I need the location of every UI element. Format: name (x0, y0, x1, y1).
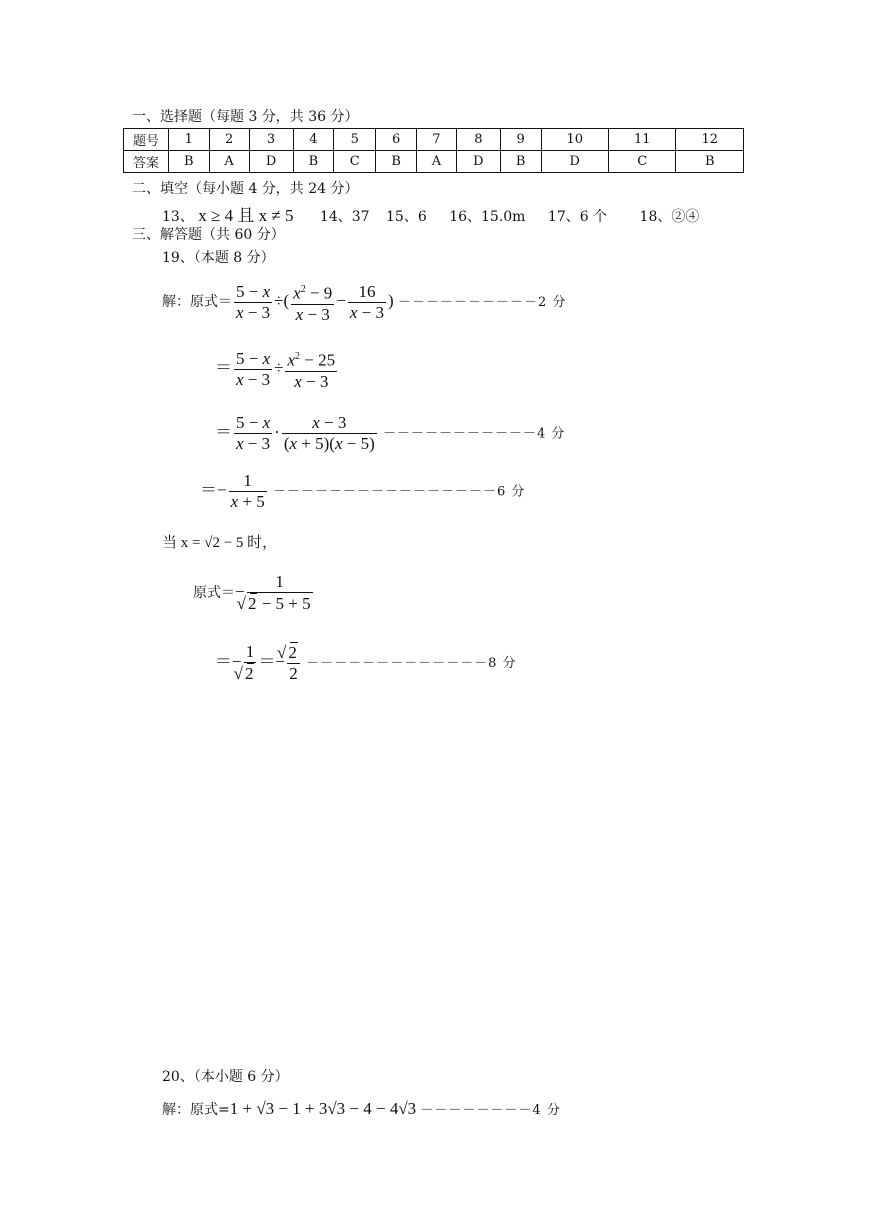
table-cell: 8 (456, 129, 500, 151)
q20-expr: 1 + √3 − 1 + 3√3 − 4 − 4√3 (229, 1099, 417, 1118)
q20-prefix: 解：原式= (162, 1102, 230, 1118)
table-cell: B (676, 151, 744, 173)
q19-score-8: －－－－－－－－－－－－－8 分 (306, 655, 517, 671)
table-cell: 9 (500, 129, 541, 151)
q19-score-2: －－－－－－－－－－2 分 (397, 295, 567, 311)
q19-title: 19、（本题 8 分） (162, 250, 275, 266)
table-cell: C (608, 151, 675, 173)
table-row-numbers (124, 129, 744, 151)
q19-substitution: 原式＝− 1 √ 2 − 5 + 5 (193, 572, 315, 614)
table-cell: 11 (608, 129, 675, 151)
fill-answers-row (162, 201, 699, 226)
q19-score-4: －－－－－－－－－－－4 分 (383, 426, 566, 442)
table-cell: C (334, 151, 376, 173)
q19-line2: ＝ $\frac{5 - x}{x - 3}$ ÷ $\frac{x^2 - 25}{x - 3}$ (215, 348, 336, 391)
q17-answer: 17、6 个 (547, 209, 608, 225)
q19-score-6: －－－－－－－－－－－－－－－－6 分 (272, 484, 526, 500)
section2-title: 二、填空（每小题 4 分，共 24 分） (132, 181, 359, 197)
q19-final: ＝− 1 √ 2 ＝− √ $\frac{2}{2}$ －－－－－－－－－－－－－8 分 (215, 642, 517, 684)
table-cell: B (169, 151, 210, 173)
answer-table (123, 128, 744, 173)
q19-line3: ＝ $\frac{5 - x}{x - 3}$ · $\frac{x - 3}{(x + 5)(x - 5)}$ －－－－－－－－－－－4 分 (215, 413, 566, 453)
q19-line4: ＝− $\frac{1}{x + 5}$ －－－－－－－－－－－－－－－－6 分 (200, 471, 526, 511)
q13-label: 13、 (162, 209, 194, 225)
table-cell: 3 (249, 129, 293, 151)
q19-line1: 解：原式＝ $\frac{5 - x}{x - 3}$ ÷( $\frac{x^2 - 9}{x - 3}$ − $\frac{16}{x - 3}$ ) －－－－－－－－－－2 分 (162, 281, 567, 324)
table-cell: 7 (416, 129, 456, 151)
table-cell: B (376, 151, 417, 173)
table-cell: B (500, 151, 541, 173)
q16-answer: 16、15.0m (449, 209, 526, 225)
section3-title: 三、解答题（共 60 分） (132, 227, 285, 243)
table-cell: 2 (209, 129, 249, 151)
table-cell: A (209, 151, 249, 173)
table-cell: 10 (541, 129, 608, 151)
table-cell: 5 (334, 129, 376, 151)
q15-answer: 15、6 (386, 209, 427, 225)
q18-answer: 18、②④ (639, 209, 700, 225)
table-row-answers (124, 151, 744, 173)
q19-sub-prefix: 原式＝ (193, 584, 235, 601)
table-cell: 1 (169, 129, 210, 151)
row-header-label: 题号 (124, 129, 169, 151)
table-cell: 12 (676, 129, 744, 151)
table-cell: D (249, 151, 293, 173)
q19-line1-prefix: 解：原式＝ (162, 294, 232, 311)
table-cell: D (456, 151, 500, 173)
section1-title: 一、选择题（每题 3 分，共 36 分） (132, 109, 359, 125)
table-cell: 6 (376, 129, 417, 151)
q13-answer: x ≥ 4 且 x ≠ 5 (198, 206, 294, 225)
q20-score: －－－－－－－－4 分 (420, 1103, 561, 1118)
table-cell: A (416, 151, 456, 173)
q20-title: 20、（本小题 6 分） (162, 1069, 289, 1085)
q19-condition: 当 x = √2 − 5 时， (162, 535, 278, 551)
table-cell: 4 (293, 129, 334, 151)
row-answer-label: 答案 (124, 151, 169, 173)
table-cell: B (293, 151, 334, 173)
table-cell: D (541, 151, 608, 173)
q20-line (162, 1099, 561, 1119)
q14-answer: 14、37 (319, 209, 370, 225)
